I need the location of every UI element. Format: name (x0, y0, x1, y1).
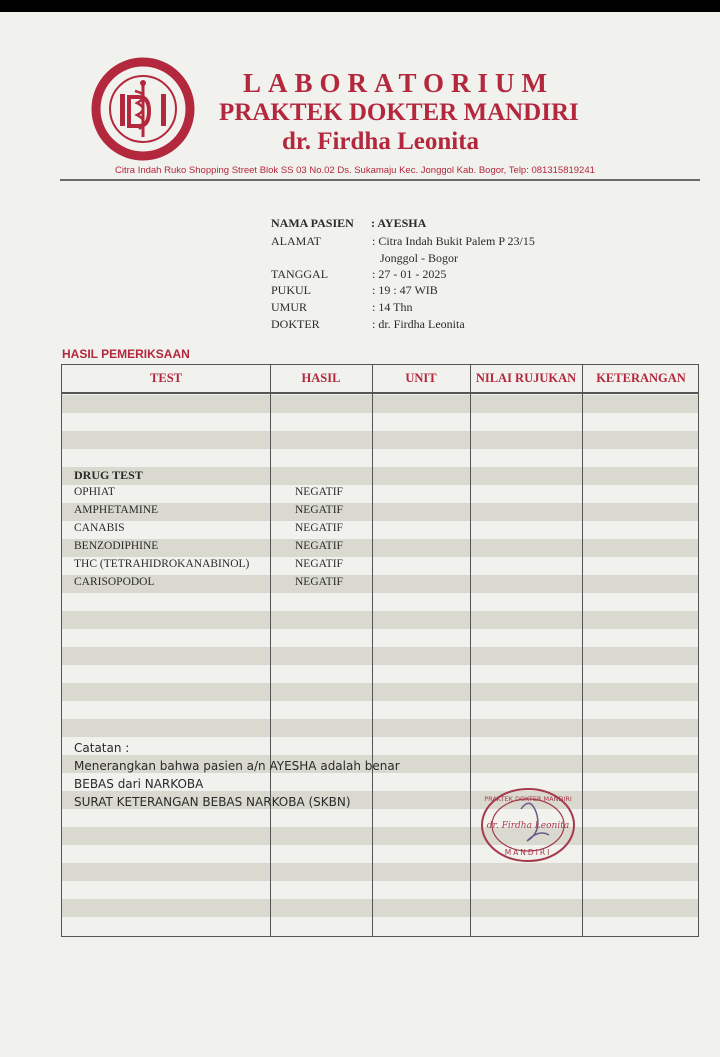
column-divider (582, 365, 583, 936)
clinic-address: Citra Indah Ruko Shopping Street Blok SS 03 No.02 Ds. Sukamaju Kec. Jonggol Kab. Bogor, Telp: 081315819241 (115, 165, 595, 176)
table-row-result: NEGATIF (295, 576, 343, 588)
practice-title: PRAKTEK DOKTER MANDIRI (219, 99, 579, 126)
top-bar (0, 0, 720, 12)
svg-text:MANDIRI: MANDIRI (504, 848, 552, 857)
table-stripe (62, 719, 698, 737)
time-label: PUKUL (271, 283, 312, 297)
patient-address-value-2: Jonggol - Bogor (380, 251, 458, 265)
table-stripe (62, 827, 698, 845)
column-divider (470, 365, 471, 936)
table-header-divider (62, 392, 698, 394)
doctor-title: dr. Firdha Leonita (282, 128, 480, 155)
table-row-test: CARISOPODOL (74, 576, 155, 588)
table-row-result: NEGATIF (295, 486, 343, 498)
drug-test-group-title: DRUG TEST (74, 468, 143, 482)
svg-text:PRAKTEK DOKTER MANDIRI: PRAKTEK DOKTER MANDIRI (484, 795, 572, 803)
table-stripe (62, 467, 698, 485)
table-stripe (62, 575, 698, 593)
header-divider (60, 179, 700, 181)
table-row-test: THC (TETRAHIDROKANABINOL) (74, 558, 250, 570)
column-header-reference: NILAI RUJUKAN (475, 371, 577, 385)
table-row-result: NEGATIF (295, 522, 343, 534)
date-label: TANGGAL (271, 267, 329, 281)
notes-line-3: SURAT KETERANGAN BEBAS NARKOBA (SKBN) (74, 795, 351, 809)
notes-line-2: BEBAS dari NARKOBA (74, 777, 204, 791)
svg-text:dr. Firdha Leonita: dr. Firdha Leonita (486, 821, 570, 831)
patient-address-label: ALAMAT (271, 234, 321, 248)
doctor-label: DOKTER (271, 317, 320, 331)
table-row-result: NEGATIF (295, 540, 343, 552)
table-row-test: OPHIAT (74, 486, 115, 498)
column-header-test: TEST (150, 371, 182, 385)
table-row-result: NEGATIF (295, 504, 343, 516)
table-row-test: BENZODIPHINE (74, 540, 159, 552)
age-label: UMUR (271, 300, 308, 314)
table-row-result: NEGATIF (295, 558, 343, 570)
lab-title: LABORATORIUM (243, 68, 555, 98)
results-section-title: HASIL PEMERIKSAAN (62, 347, 190, 361)
table-stripe (62, 611, 698, 629)
column-header-unit: UNIT (405, 371, 437, 385)
table-row-test: CANABIS (74, 522, 125, 534)
doctor-value: : dr. Firdha Leonita (372, 317, 465, 331)
column-divider (372, 365, 373, 936)
table-stripe (62, 395, 698, 413)
column-header-remarks: KETERANGAN (596, 371, 686, 385)
table-stripe (62, 683, 698, 701)
table-stripe (62, 647, 698, 665)
notes-line-1: Menerangkan bahwa pasien a/n AYESHA adalah benar (74, 759, 400, 773)
caduceus-logo-icon (91, 57, 195, 161)
notes-label: Catatan : (74, 741, 130, 755)
column-divider (270, 365, 271, 936)
patient-address-value: : Citra Indah Bukit Palem P 23/15 (372, 234, 535, 248)
table-stripe (62, 431, 698, 449)
table-stripe (62, 899, 698, 917)
column-header-result: HASIL (301, 371, 341, 385)
patient-name-value: : AYESHA (371, 216, 427, 230)
patient-name-label: NAMA PASIEN (271, 216, 354, 230)
clinic-stamp-icon (479, 785, 577, 865)
results-table (61, 364, 699, 937)
table-stripe (62, 863, 698, 881)
date-value: : 27 - 01 - 2025 (372, 267, 447, 281)
time-value: : 19 : 47 WIB (372, 283, 438, 297)
table-row-test: AMPHETAMINE (74, 504, 159, 516)
age-value: : 14 Thn (372, 300, 413, 314)
